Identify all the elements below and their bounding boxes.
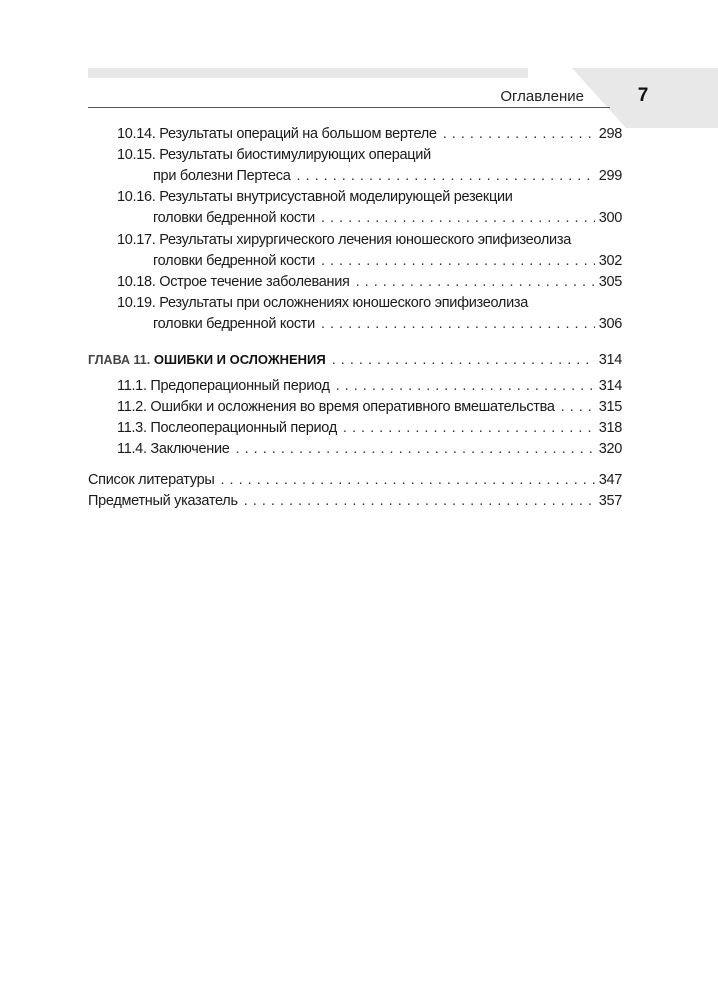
toc-leader <box>296 166 594 186</box>
toc-entry-10-19[interactable] <box>153 314 622 334</box>
toc-entry-10-14[interactable] <box>117 124 622 144</box>
toc-leader <box>343 418 595 438</box>
toc-entry-title: головки бедренной кости <box>153 253 315 269</box>
toc-leader <box>561 397 595 417</box>
toc-leader <box>321 208 595 228</box>
toc-entry-title: 11.4. Заключение <box>117 441 230 457</box>
toc-entry-page: 305 <box>598 274 622 290</box>
toc-leader <box>321 251 595 271</box>
page-number: 7 <box>637 85 649 106</box>
toc-entry-page: 357 <box>598 493 622 509</box>
toc-entry-page: 306 <box>598 316 622 332</box>
chapter-title: ОШИБКИ И ОСЛОЖНЕНИЯ <box>153 352 326 367</box>
toc-leader <box>220 470 594 490</box>
toc-entry-title: Предметный указатель <box>88 493 238 509</box>
toc-entry-title: головки бедренной кости <box>153 210 315 226</box>
running-header-title: Оглавление <box>500 88 584 105</box>
toc-entry-page: 315 <box>598 399 622 415</box>
toc-chapter-heading <box>88 350 326 370</box>
toc-entry-10-17[interactable] <box>153 251 622 271</box>
toc-entry-title: 11.2. Ошибки и осложнения во время оперативного вмешательства <box>117 399 555 415</box>
toc-entry-title: при болезни Пертеса <box>153 168 291 184</box>
toc-leader <box>336 376 595 396</box>
toc-entry-11-2[interactable] <box>117 397 622 417</box>
toc-entry-page: 314 <box>598 378 622 394</box>
toc-leader <box>236 439 595 459</box>
toc-entry-title: 10.18. Острое течение заболевания <box>117 274 350 290</box>
toc-entry-page: 298 <box>598 126 622 142</box>
toc-leader <box>321 314 595 334</box>
toc-entry-page: 347 <box>598 472 622 488</box>
toc-entry-11-1[interactable] <box>117 376 622 396</box>
toc-chapter-11[interactable] <box>88 350 622 370</box>
toc-entry-11-3[interactable] <box>117 418 622 438</box>
toc-entry-title: Список литературы <box>88 472 215 488</box>
toc-entry-10-16-line1[interactable]: 10.16. Результаты внутрисуставной моделирующей резекции <box>117 189 513 205</box>
toc-entry-title: 11.3. Послеоперационный период <box>117 420 337 436</box>
toc-entry-10-18[interactable] <box>117 272 622 292</box>
toc-leader <box>443 124 595 144</box>
toc-entry-page: 300 <box>598 210 622 226</box>
toc-leader <box>244 491 595 511</box>
toc-entry-title: 10.14. Результаты операций на большом вертеле <box>117 126 437 142</box>
toc-entry-11-4[interactable] <box>117 439 622 459</box>
toc-entry-page: 299 <box>598 168 622 184</box>
toc-leader <box>356 272 595 292</box>
toc-entry-10-17-line1[interactable]: 10.17. Результаты хирургического лечения юношеского эпифизеолиза <box>117 232 571 248</box>
toc-entry-10-15[interactable] <box>153 166 622 186</box>
toc-entry-references[interactable] <box>88 470 622 490</box>
toc-entry-title: 11.1. Предоперационный период <box>117 378 330 394</box>
toc-entry-page: 314 <box>598 352 622 368</box>
toc-entry-10-16[interactable] <box>153 208 622 228</box>
toc-entry-title: головки бедренной кости <box>153 316 315 332</box>
toc-leader <box>332 350 595 370</box>
toc-entry-10-19-line1[interactable]: 10.19. Результаты при осложнениях юношеского эпифизеолиза <box>117 295 529 311</box>
toc-entry-10-15-line1[interactable]: 10.15. Результаты биостимулирующих операций <box>117 147 431 163</box>
toc-entry-page: 320 <box>598 441 622 457</box>
toc-entry-page: 318 <box>598 420 622 436</box>
chapter-prefix: ГЛАВА 11. <box>88 353 151 367</box>
toc-entry-subject-index[interactable] <box>88 491 622 511</box>
toc-entry-page: 302 <box>598 253 622 269</box>
